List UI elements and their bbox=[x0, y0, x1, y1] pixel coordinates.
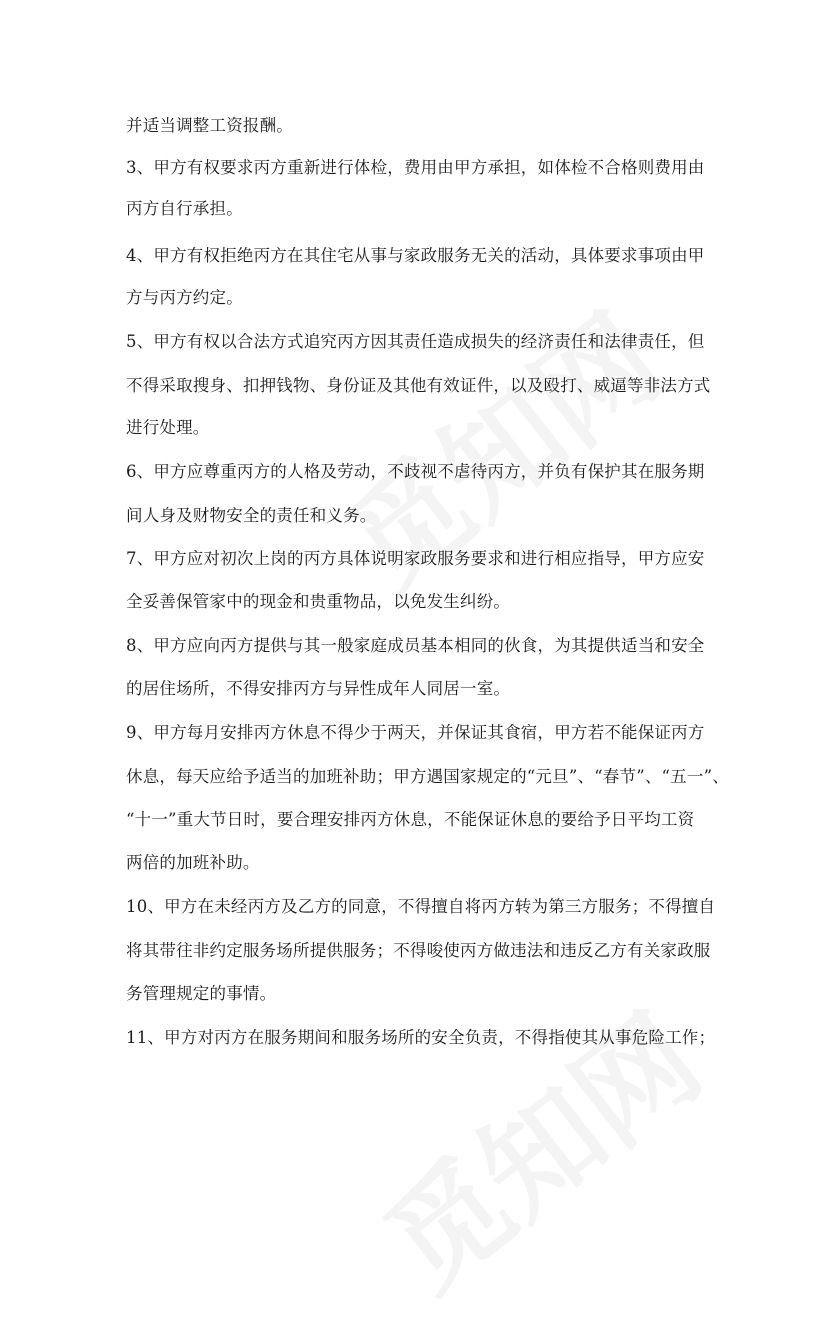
text-line: 10、甲方在未经丙方及乙方的同意，不得擅自将丙方转为第三方服务；不得擅自 bbox=[126, 897, 716, 916]
text-line: 丙方自行承担。 bbox=[126, 199, 243, 218]
text-line: 5、甲方有权以合法方式追究丙方因其责任造成损失的经济责任和法律责任，但 bbox=[126, 332, 705, 351]
text-line: 不得采取搜身、扣押钱物、身份证及其他有效证件，以及殴打、威逼等非法方式 bbox=[126, 376, 711, 395]
text-line: 7、甲方应对初次上岗的丙方具体说明家政服务要求和进行相应指导，甲方应安 bbox=[126, 549, 705, 568]
text-line: 进行处理。 bbox=[126, 418, 210, 437]
text-line: 将其带往非约定服务场所提供服务；不得唆使丙方做违法和违反乙方有关家政服 bbox=[126, 941, 711, 960]
text-line: 方与丙方约定。 bbox=[126, 288, 243, 307]
text-line: 8、甲方应向丙方提供与其一般家庭成员基本相同的伙食，为其提供适当和安全 bbox=[126, 636, 705, 655]
text-line: 休息，每天应给予适当的加班补助；甲方遇国家规定的“元旦”、“春节”、“五一”、 bbox=[126, 767, 729, 786]
text-line: 的居住场所，不得安排丙方与异性成年人同居一室。 bbox=[126, 679, 511, 698]
text-line: 6、甲方应尊重丙方的人格及劳动，不歧视不虐待丙方，并负有保护其在服务期 bbox=[126, 462, 705, 481]
text-line: 9、甲方每月安排丙方休息不得少于两天，并保证其食宿，甲方若不能保证丙方 bbox=[126, 723, 705, 742]
text-line: 4、甲方有权拒绝丙方在其住宅从事与家政服务无关的活动，具体要求事项由甲 bbox=[126, 246, 705, 265]
text-line: 间人身及财物安全的责任和义务。 bbox=[126, 506, 377, 525]
text-line: 11、甲方对丙方在服务期间和服务场所的安全负责，不得指使其从事危险工作； bbox=[126, 1028, 716, 1047]
watermark-mark-lower bbox=[345, 969, 729, 1321]
text-line: 务管理规定的事情。 bbox=[126, 984, 277, 1003]
text-line: “十一”重大节日时，要合理安排丙方休息，不能保证休息的要给予日平均工资 bbox=[126, 810, 695, 829]
text-line: 两倍的加班补助。 bbox=[126, 853, 260, 872]
text-line: 3、甲方有权要求丙方重新进行体检，费用由甲方承担，如体检不合格则费用由 bbox=[126, 158, 705, 177]
text-line: 并适当调整工资报酬。 bbox=[126, 116, 293, 135]
text-line: 全妥善保管家中的现金和贵重物品，以免发生纠纷。 bbox=[126, 592, 511, 611]
